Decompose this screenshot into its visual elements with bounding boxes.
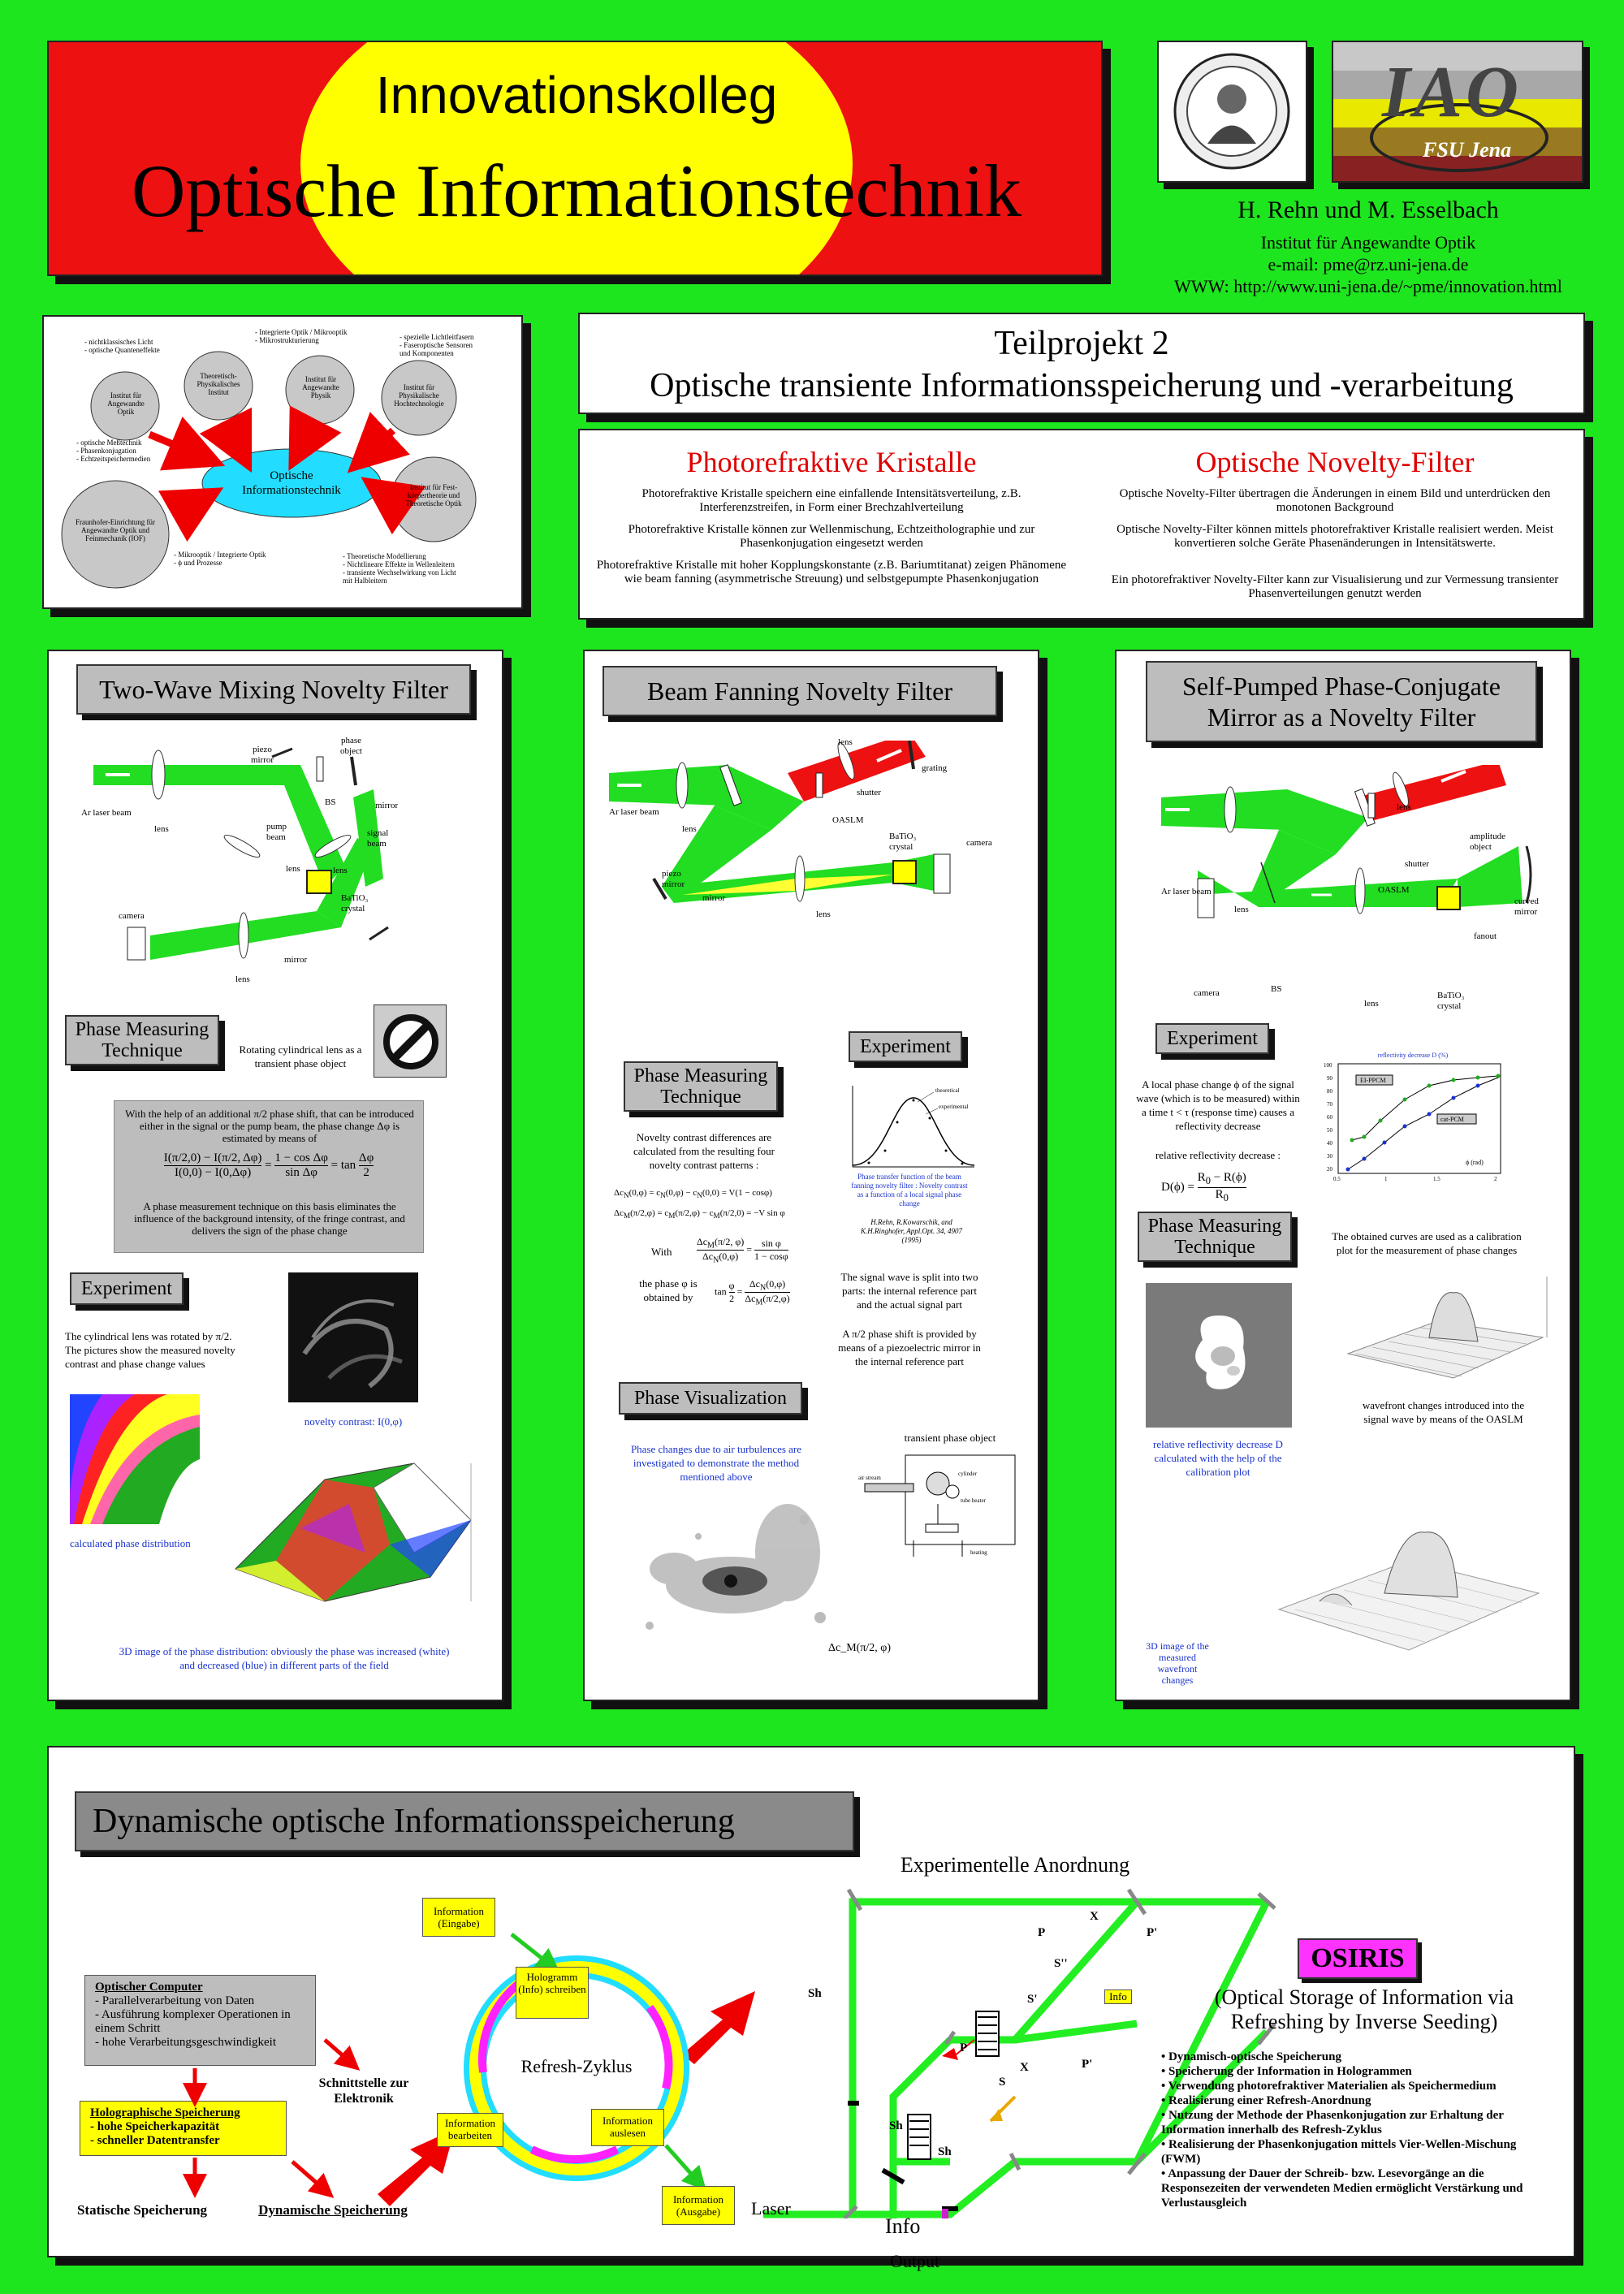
col1-label-mirror2: mirror xyxy=(284,955,308,965)
setup-info: Info xyxy=(885,2214,921,2238)
osiris-bullet-6: • Realisierung der Phasenkonjugation mittels Vier-Wellen-Mischung (FWM) xyxy=(1161,2137,1551,2167)
col3-label-lens2: lens xyxy=(1397,802,1411,812)
col2-label-lens2: lens xyxy=(838,737,853,747)
intro-left-title: Photorefraktive Kristalle xyxy=(686,446,977,478)
col3-label-crystal: BaTiO₃ crystal xyxy=(1437,991,1465,1011)
banner-title: Optische Informationstechnik xyxy=(131,149,1022,232)
computer-item-1: - Parallelverarbeitung von Daten xyxy=(95,1994,255,2007)
teilprojekt-line2: Optische transiente Informationsspeicherung und -verarbeitung xyxy=(650,367,1514,404)
circle-iph: Institut für Physikalische Hochtechnologie xyxy=(394,383,444,408)
setup-label-x1: X xyxy=(1090,1910,1099,1923)
col1-label-lens2: lens xyxy=(286,864,300,874)
col3-exp-text: A local phase change ϕ of the signal wave (which is to be measured) within a time t < τ (response time) causes a reflectivity decrease xyxy=(1136,1078,1300,1132)
col2-signal-text: The signal wave is split into two parts: the internal reference part and the actual signal part xyxy=(840,1271,978,1311)
computer-head: Optischer Computer xyxy=(95,1981,203,1994)
note-5: - Mikrooptik / Integrierte Optik - ϕ und Prozesse xyxy=(174,551,266,567)
col1-title: Two-Wave Mixing Novelty Filter xyxy=(76,664,471,715)
cycle-auslesen-box: Information auslesen xyxy=(591,2109,664,2146)
col2-formula-bottom: Δc_M(π/2, φ) xyxy=(828,1642,892,1654)
svg-text:1: 1 xyxy=(1384,1176,1388,1182)
col2-label-ar: Ar laser beam xyxy=(609,807,659,817)
intro-left-p3: Photorefraktive Kristalle mit hoher Kopplungskonstante (z.B. Bariumtitanat) zeigen Phänomene wie beam fanning (asymmetrische Streuung) und selbstgepumpte Phasenkonjugation xyxy=(596,559,1067,585)
col1-3d-caption: 3D image of the phase distribution: obviously the phase was increased (white) and decreased (blue) in different parts of the field xyxy=(119,1645,450,1671)
col3-setup-diagram xyxy=(1116,765,1570,960)
col1-label-signal: signal beam xyxy=(367,828,389,849)
col3-title: Self-Pumped Phase-Conjugate Mirror as a Novelty Filter xyxy=(1146,661,1537,742)
email[interactable]: e-mail: pme@rz.uni-jena.de xyxy=(1268,254,1469,274)
col2-vis-title: Phase Visualization xyxy=(619,1382,802,1415)
col1-novelty-caption: novelty contrast: I(0,φ) xyxy=(304,1415,403,1428)
osiris-bullets xyxy=(1161,2050,1551,2210)
osiris-bullet-1: • Dynamisch-optische Speicherung xyxy=(1161,2050,1551,2064)
iao-logo xyxy=(1332,41,1583,183)
cycle-ausgabe-box: Information (Ausgabe) xyxy=(662,2186,735,2225)
rotating-lens-icon xyxy=(374,1004,447,1078)
col2-phase-obtained: the phase φ is obtained by xyxy=(639,1277,698,1303)
col3-3d-caption: 3D image of the measured wavefront changes xyxy=(1146,1640,1209,1686)
setup-label-sh1: Sh xyxy=(808,1987,822,2000)
authors: H. Rehn und M. Esselbach xyxy=(1237,197,1499,223)
plot-title: reflectivity decrease D (%) xyxy=(1377,1052,1449,1059)
col1-label-camera: camera xyxy=(119,911,145,921)
overview-diagram xyxy=(42,315,523,609)
setup-info-tag: Info xyxy=(1104,1989,1132,2004)
svg-text:70: 70 xyxy=(1327,1101,1332,1108)
col3-formula-d: D(ϕ) = $\frac{R_0 - R(\phi)}{R_0}$ xyxy=(1161,1171,1246,1203)
col3-pmt-caption: relative reflectivity decrease D calculated with the help of the calibration plot xyxy=(1153,1438,1283,1478)
osiris-subtitle: (Optical Storage of Information via Refreshing by Inverse Seeding) xyxy=(1214,1985,1514,2033)
intro-left-p2: Photorefraktive Kristalle können zur Wellenmischung, Echtzeitholographie und zur Phasenkonjugation eingesetzt werden xyxy=(628,523,1035,550)
col2-setup-diagram xyxy=(585,741,1038,984)
col1-gray-text1: With the help of an additional π/2 phase shift, that can be introduced either in the signal or the pump beam, the phase change Δφ is estimated by means of xyxy=(125,1108,414,1144)
computer-item-3: - hohe Verarbeitungsgeschwindigkeit xyxy=(95,2036,277,2049)
website-url[interactable]: WWW: http://www.uni-jena.de/~pme/innovation.html xyxy=(1174,276,1562,296)
institute: Institut für Angewandte Optik xyxy=(1260,232,1476,253)
col2-with-label: With xyxy=(651,1246,672,1258)
col3-label-camera: camera xyxy=(1194,988,1220,998)
vis-label-cylinder: cylinder xyxy=(958,1471,977,1477)
col2-label-shutter: shutter xyxy=(857,788,881,797)
statische-label: Statische Speicherung xyxy=(76,2202,208,2218)
phase-visualization-image xyxy=(625,1488,844,1658)
svg-text:50: 50 xyxy=(1327,1127,1332,1134)
col3-label-fanout: fanout xyxy=(1474,931,1497,941)
wavefront-3d-image xyxy=(1340,1272,1551,1386)
column-self-pumped xyxy=(1115,650,1571,1701)
col1-label-phase: phase object xyxy=(340,736,362,756)
circle-ift: Institut für Fest-körpertheorie und Theoretische Optik xyxy=(405,483,462,508)
measured-3d-image xyxy=(1271,1496,1547,1658)
reflectivity-plot xyxy=(1315,1049,1510,1195)
col3-plot-caption: The obtained curves are used as a calibration plot for the measurement of phase changes xyxy=(1332,1230,1522,1256)
col2-label-camera: camera xyxy=(966,838,992,848)
intro-right-title: Optische Novelty-Filter xyxy=(1195,446,1475,478)
col2-exp-title: Experiment xyxy=(849,1031,962,1062)
osiris-bullet-2: • Speicherung der Information in Hologrammen xyxy=(1161,2064,1551,2079)
holo-item-1: - hohe Speicherkapazität xyxy=(90,2120,220,2133)
col2-label-lens1: lens xyxy=(682,824,697,834)
iao-logo-subtext: FSU Jena xyxy=(1423,138,1512,162)
svg-text:30: 30 xyxy=(1327,1153,1332,1160)
circle-tpi: Theoretisch-Physikalisches Institut xyxy=(197,372,240,396)
col1-gray-text2: A phase measurement technique on this basis eliminates the influence of the background intensity, of the fringe contrast, and delivers the sign of the phase change xyxy=(134,1200,405,1237)
col1-label-lens3: lens xyxy=(333,866,348,875)
setup-label-sh3: Sh xyxy=(938,2145,952,2158)
setup-label-sh2: Sh xyxy=(889,2119,903,2132)
svg-text:2: 2 xyxy=(1494,1176,1497,1182)
teilprojekt-box xyxy=(578,313,1585,414)
osiris-bullet-5: • Nutzung der Methode der Phasenkonjugation zur Erhaltung der Information innerhalb des Refresh-Zyklus xyxy=(1161,2108,1551,2137)
holo-item-2: - schneller Datentransfer xyxy=(90,2134,220,2147)
col3-rel-text: relative reflectivity decrease : xyxy=(1155,1149,1281,1161)
circle-iap: Institut für Angewandte Physik xyxy=(302,375,339,400)
col2-shift-text: A π/2 phase shift is provided by means of a piezoelectric mirror in the internal reference part xyxy=(838,1328,981,1367)
col1-label-ar: Ar laser beam xyxy=(81,808,132,818)
intro-right-p2: Optische Novelty-Filter können mittels photorefraktiver Kristalle realisiert werden. Meist konvertieren solche Geräte Phasenänderungen in Intensitätswerte. xyxy=(1116,523,1553,550)
col2-label-lens3: lens xyxy=(816,909,831,919)
col2-plot-caption: Phase transfer function of the beam fanning novelty filter : Novelty contrast as a function of a local signal phase change xyxy=(851,1173,968,1207)
setup-label-p1: P xyxy=(1038,1926,1046,1939)
note-4: - optische Meßtechnik - Phasenkonjugation - Echtzeitspeichermedien xyxy=(76,438,151,463)
setup-label-p2prime: P' xyxy=(1082,2058,1093,2071)
col2-transient-diagram xyxy=(857,1447,1019,1561)
col1-label-lens1: lens xyxy=(154,824,169,834)
setup-label-x2: X xyxy=(1020,2061,1029,2074)
col2-label-grating: grating xyxy=(922,763,948,773)
col1-formula: $\frac{I(\pi/2,0) - I(\pi/2, \Delta\varphi)}{I(0,0) - I(0,\Delta\varphi)}$ = $\frac{\text{1 − cos Δφ}}{\text{sin Δφ}}$ = tan $\frac{\Delta\varphi}{2}$ xyxy=(163,1151,374,1179)
col1-exp-text: The cylindrical lens was rotated by π/2. The pictures show the measured novelty contrast and phase change values xyxy=(65,1330,235,1370)
note-2: - Integrierte Optik / Mikrooptik - Mikrostrukturierung xyxy=(255,328,348,344)
svg-text:80: 80 xyxy=(1327,1088,1332,1095)
col3-label-bs: BS xyxy=(1271,984,1282,994)
col2-formula-ratio: $\Delta c_M(\pi/2$, φ) $\Delta c_N(0,\varphi)$ = $\frac{\text{sin φ}}{1 - \cos\varphi}$ xyxy=(697,1236,788,1265)
col2-vis-text: Phase changes due to air turbulences are investigated to demonstrate the method mentioned above xyxy=(630,1443,802,1483)
col1-pmt-title: Phase Measuring Technique xyxy=(65,1015,219,1065)
setup-title: Experimentelle Anordnung xyxy=(900,1853,1130,1877)
banner-subtitle: Innovationskolleg xyxy=(375,66,778,124)
col2-title: Beam Fanning Novelty Filter xyxy=(603,666,997,716)
osiris-bullet-3: • Verwendung photorefraktiver Materialien als Speichermedium xyxy=(1161,2079,1551,2093)
col2-label-mirror: mirror xyxy=(702,893,726,903)
setup-laser: Laser xyxy=(751,2198,791,2218)
dynamische-label: Dynamische Speicherung xyxy=(258,2202,408,2218)
svg-text:20: 20 xyxy=(1327,1166,1332,1173)
plot-series-ei: EI-PPCM xyxy=(1360,1077,1386,1084)
intro-right-p1: Optische Novelty-Filter übertragen die Änderungen in einem Bild und unterdrücken den monotonen Background xyxy=(1119,487,1551,514)
col1-label-bs: BS xyxy=(325,797,336,807)
title-banner xyxy=(47,41,1103,276)
vis-label-heating: heating xyxy=(970,1549,987,1556)
overview-center-label-2: Informationstechnik xyxy=(242,484,341,497)
col1-pmt-caption: Rotating cylindrical lens as a transient phase object xyxy=(239,1043,362,1069)
svg-text:0.5: 0.5 xyxy=(1333,1176,1341,1182)
column-beam-fanning xyxy=(583,650,1039,1701)
col2-label-piezo: piezo mirror xyxy=(662,869,685,889)
svg-text:90: 90 xyxy=(1327,1075,1332,1082)
col1-label-piezo: piezo mirror xyxy=(250,745,274,765)
col1-label-lens4: lens xyxy=(235,974,250,984)
osiris-bullet-7: • Anpassung der Dauer der Schreib- bzw. Lesevorgänge an die Responsezeiten der verwendeten Medien ermöglicht Verstärkung und Verlustausgleich xyxy=(1161,2167,1551,2210)
intro-left-p1: Photorefraktive Kristalle speichern eine einfallende Intensitätsverteilung, z.B. Interferenzstreifen, in Form einer Brechzahlverteilung xyxy=(641,487,1021,514)
intro-box xyxy=(578,429,1585,620)
circle-iao: Institut für Angewandte Optik xyxy=(107,391,145,416)
plot-legend-theoretical: theoretical xyxy=(935,1087,960,1094)
col3-label-shutter: shutter xyxy=(1405,859,1429,869)
col2-pmt-title: Phase Measuring Technique xyxy=(624,1061,778,1112)
note-1: - nichtklassisches Licht - optische Quanteneffekte xyxy=(84,338,160,354)
col2-formula-tan: tan $\frac{\varphi}{2}$ = $\Delta c_N(0,\varphi)$ $\Delta c_M(\pi/2,\varphi)$ xyxy=(715,1278,790,1307)
col1-label-pump: pump beam xyxy=(266,822,287,842)
setup-label-p2: P xyxy=(960,2041,968,2054)
col2-formulas-1: $\Delta c_N(0,\varphi) = c_N(0,\varphi) - c_N(0,0) = V(1 - \cos\varphi)$ $\Delta c_M(\pi/2,\varphi) = c_M(\pi/2,\varphi) - c_M(\pi/2,0) = -V$ sin φ xyxy=(614,1188,785,1220)
setup-label-s1: S' xyxy=(1027,1993,1038,2006)
cycle-eingabe-box: Information (Eingabe) xyxy=(422,1898,495,1937)
iao-logo-text: IAO xyxy=(1382,52,1522,132)
setup-output: Output xyxy=(890,2251,940,2271)
cycle-bearbeiten-box: Information bearbeiten xyxy=(437,2113,503,2147)
col3-pmt-title: Phase Measuring Technique xyxy=(1138,1212,1292,1262)
setup-label-p1prime: P' xyxy=(1147,1926,1158,1939)
schnittstelle-label: Schnittstelle zur Elektronik xyxy=(318,2076,409,2106)
setup-label-s2: S'' xyxy=(1054,1957,1068,1970)
svg-text:60: 60 xyxy=(1327,1114,1332,1121)
novelty-contrast-image xyxy=(288,1272,418,1402)
col3-label-lens3: lens xyxy=(1364,999,1379,1009)
reflectivity-map-image xyxy=(1146,1283,1292,1428)
osiris-badge: OSIRIS xyxy=(1298,1938,1418,1979)
holo-head: Holographische Speicherung xyxy=(90,2106,240,2119)
vis-label-airstream: air stream xyxy=(858,1475,881,1481)
col3-label-curved: curved mirror xyxy=(1514,896,1539,917)
col1-label-mirror1: mirror xyxy=(375,801,399,810)
overview-center-label: Optische xyxy=(270,469,313,482)
col2-transient-label: transient phase object xyxy=(904,1432,996,1444)
setup-label-s: S xyxy=(999,2076,1006,2089)
svg-text:40: 40 xyxy=(1327,1140,1332,1147)
col2-label-crystal: BaTiO₃ crystal xyxy=(889,832,917,852)
col3-exp-title: Experiment xyxy=(1155,1023,1269,1054)
university-seal-logo xyxy=(1157,41,1307,183)
teilprojekt-line1: Teilprojekt 2 xyxy=(994,325,1169,362)
plot-xlabel: ϕ (rad) xyxy=(1466,1159,1484,1166)
svg-text:1.5: 1.5 xyxy=(1433,1176,1440,1182)
cycle-hologramm-box: Hologramm (Info) schreiben xyxy=(516,1967,589,2019)
col2-pmt-text: Novelty contrast differences are calculated from the resulting four novelty contrast patterns : xyxy=(633,1131,775,1171)
col3-label-amp: amplitude object xyxy=(1470,832,1505,852)
cycle-center-label: Refresh-Zyklus xyxy=(520,2056,633,2076)
col2-label-oaslm: OASLM xyxy=(832,815,864,825)
col3-wavefront-caption: wavefront changes introduced into the signal wave by means of the OASLM xyxy=(1362,1399,1525,1425)
vis-label-tubeheater: tube heater xyxy=(961,1497,986,1504)
bottom-title: Dynamische optische Informationsspeicherung xyxy=(75,1791,854,1851)
col1-exp-title: Experiment xyxy=(70,1272,184,1305)
column-two-wave-mixing xyxy=(47,650,503,1701)
col3-label-oaslm: OASLM xyxy=(1378,885,1410,895)
plot-legend-experimental: experimental xyxy=(939,1104,969,1110)
computer-item-2: - Ausführung komplexer Operationen in einem Schritt xyxy=(95,2008,291,2035)
col1-gray-box xyxy=(114,1100,424,1253)
col2-ref: H.Rehn, R.Kowarschik, and K.H.Ringhofer, Appl.Opt. 34, 4907 (1995) xyxy=(860,1218,963,1244)
calculated-phase-image xyxy=(70,1394,200,1524)
note-6: - Theoretische Modellierung - Nichtlineare Effekte in Wellenleitern - transiente Wechselwirkung von Licht mit Halbleitern xyxy=(343,552,456,585)
col3-label-ar: Ar laser beam xyxy=(1161,887,1212,896)
bottom-section xyxy=(47,1746,1575,2271)
col1-calc-caption: calculated phase distribution xyxy=(70,1537,191,1549)
col1-label-crystal: BaTiO₃ crystal xyxy=(341,893,369,914)
plot-series-cat: cat-PCM xyxy=(1440,1116,1464,1123)
phase-transfer-plot xyxy=(836,1078,983,1183)
note-3: - spezielle Lichtleitfasern - Faseroptische Sensoren und Komponenten xyxy=(400,333,474,357)
intro-right-p3: Ein photorefraktiver Novelty-Filter kann zur Visualisierung und zur Vermessung transienter Phasenverteilungen genutzt werden xyxy=(1111,573,1559,600)
col3-label-lens1: lens xyxy=(1234,905,1249,914)
svg-text:100: 100 xyxy=(1324,1062,1332,1069)
circle-iof: Fraunhofer-Einrichtung für Angewandte Optik und Feinmechanik (IOF) xyxy=(75,518,156,542)
osiris-bullet-4: • Realisierung einer Refresh-Anordnung xyxy=(1161,2093,1551,2108)
phase-3d-image xyxy=(227,1455,487,1609)
